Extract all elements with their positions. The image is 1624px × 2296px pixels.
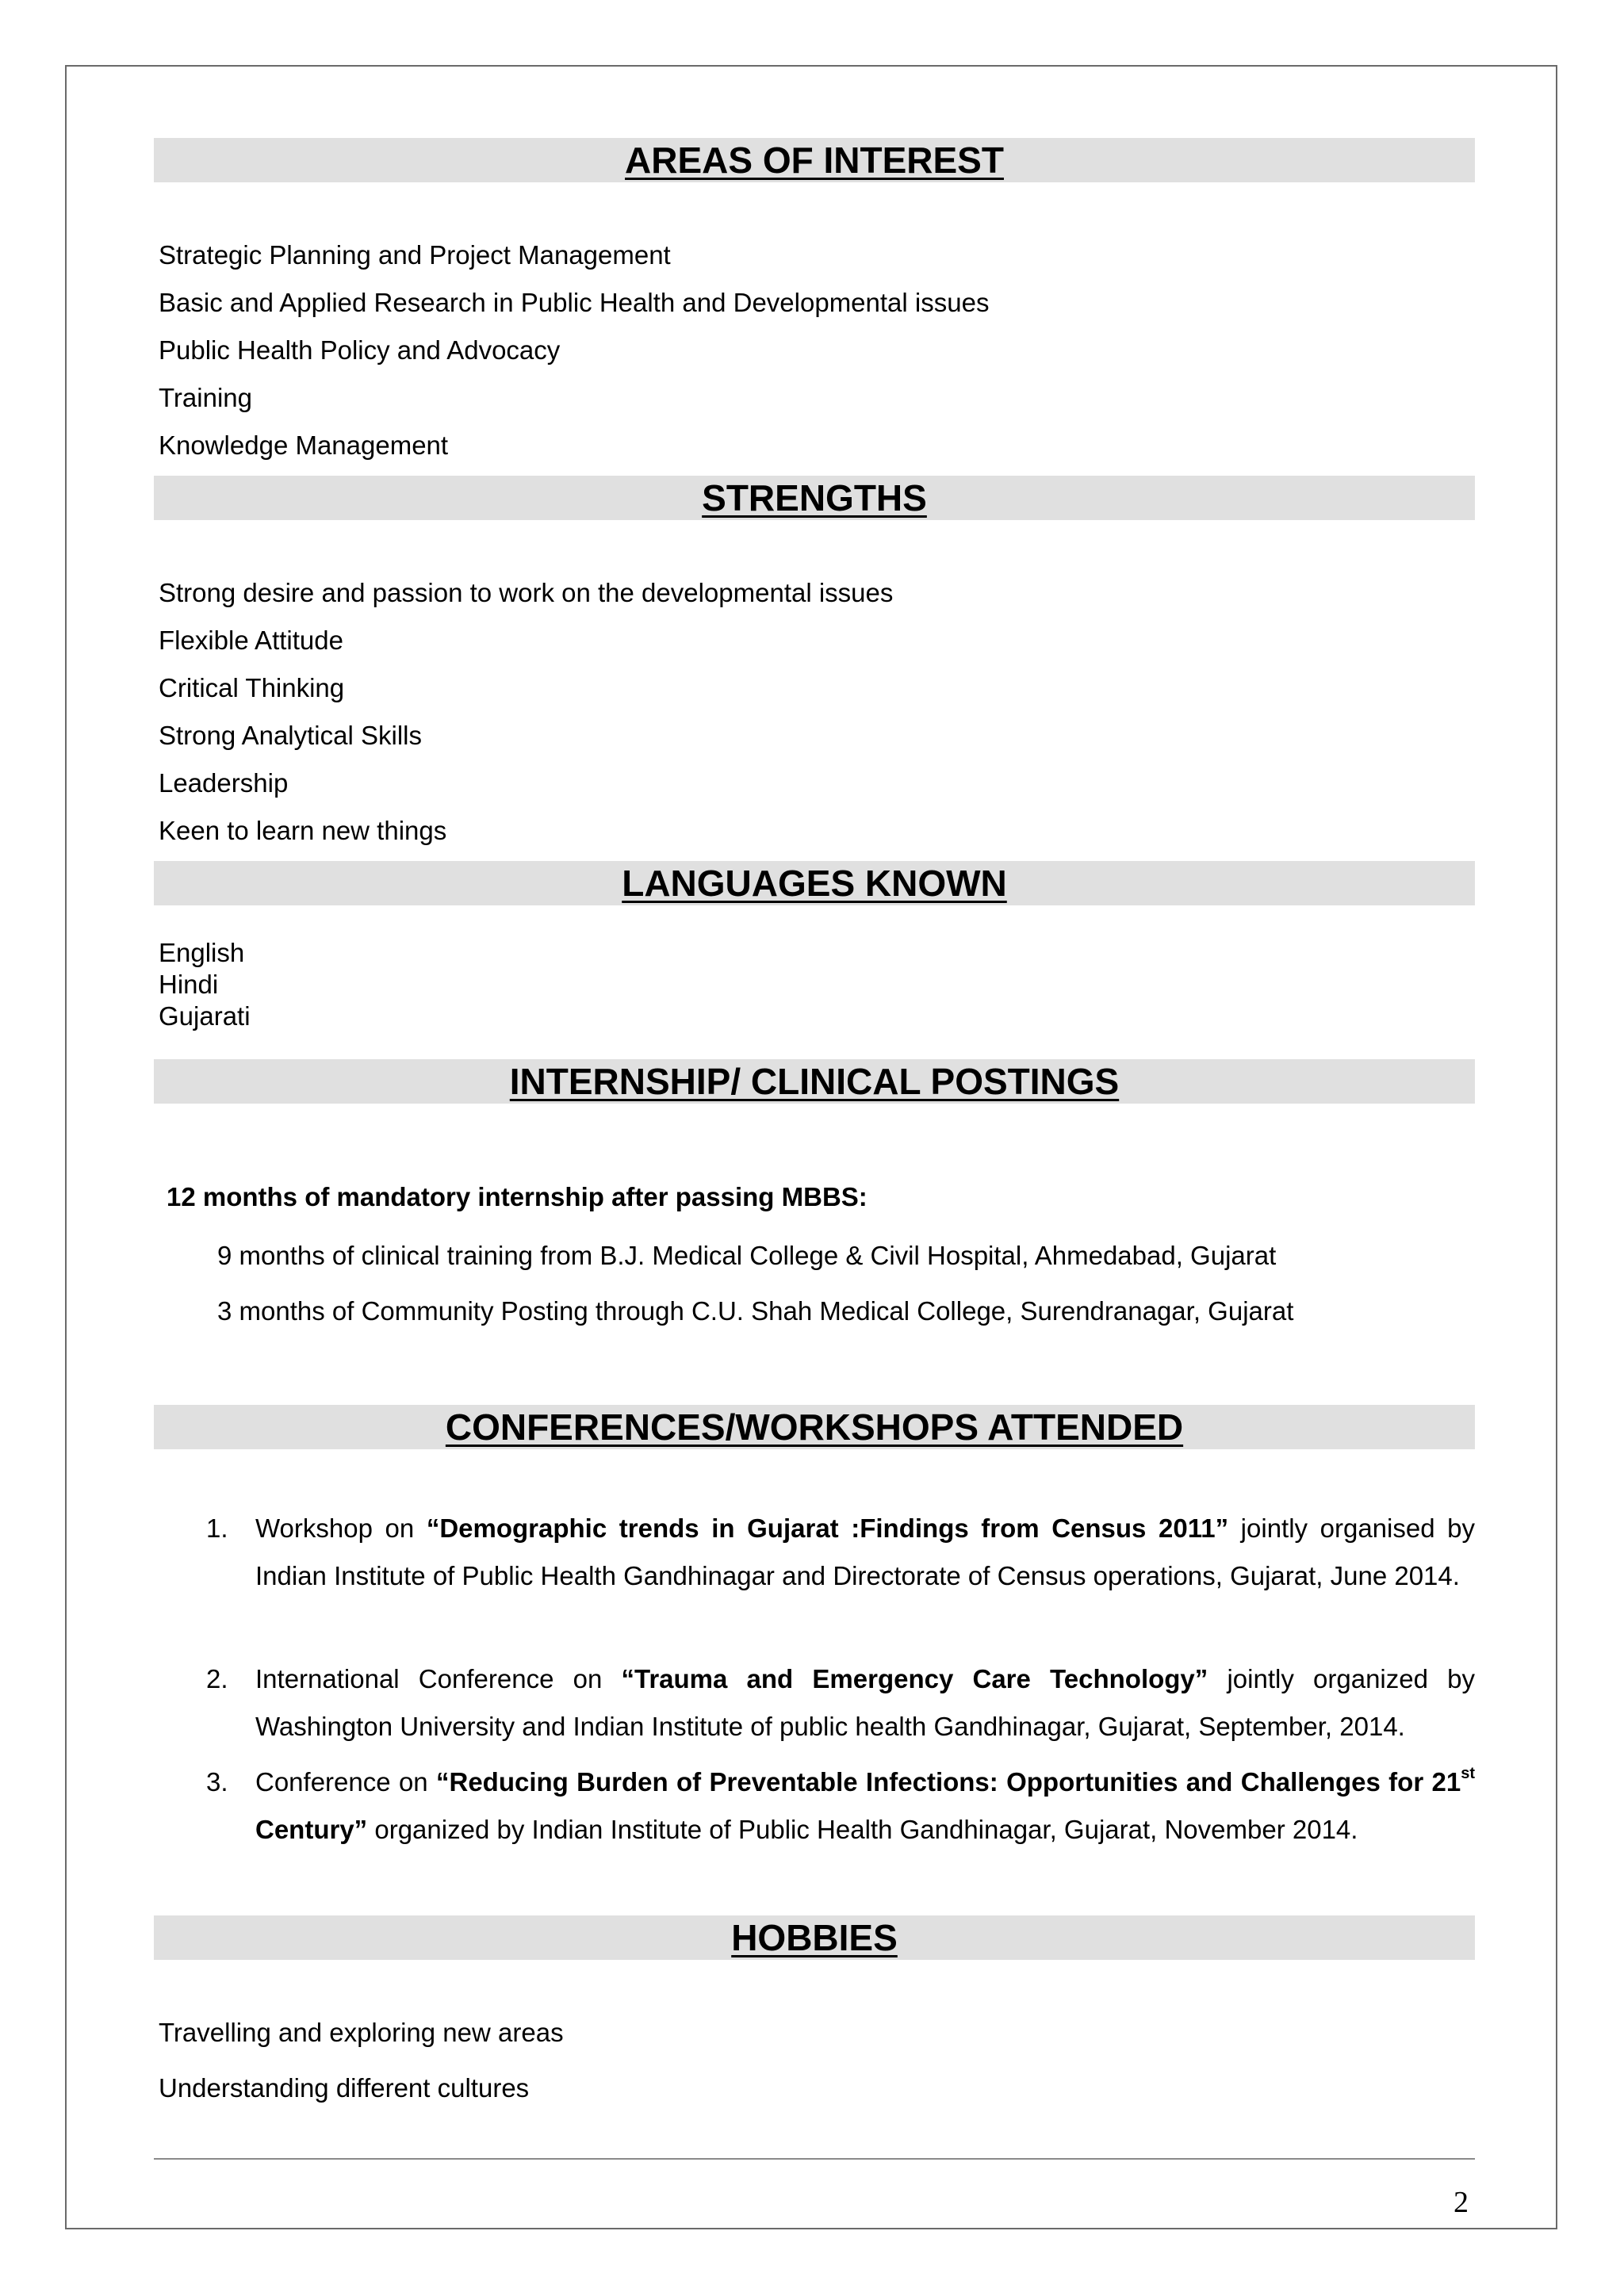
list-item: Training xyxy=(159,383,252,412)
list-number: 1. xyxy=(206,1513,228,1543)
list-item: Public Health Policy and Advocacy xyxy=(159,335,561,365)
internship-subheading: 12 months of mandatory internship after passing MBBS: xyxy=(167,1182,868,1211)
section-heading-areas-of-interest: AREAS OF INTEREST xyxy=(154,138,1475,182)
list-item: Keen to learn new things xyxy=(159,816,447,845)
section-heading-conferences: CONFERENCES/WORKSHOPS ATTENDED xyxy=(154,1405,1475,1449)
page-number: 2 xyxy=(1454,2186,1469,2219)
list-item: Critical Thinking xyxy=(159,673,345,702)
list-item: 3 months of Community Posting through C.U. Shah Medical College, Surendranagar, Gujarat xyxy=(217,1296,1294,1326)
section-heading-languages: LANGUAGES KNOWN xyxy=(154,861,1475,905)
list-item: Travelling and exploring new areas xyxy=(159,2018,564,2047)
list-item: Strong Analytical Skills xyxy=(159,721,422,750)
list-item: Strategic Planning and Project Management xyxy=(159,240,671,270)
list-item: Basic and Applied Research in Public Health and Developmental issues xyxy=(159,288,990,317)
footer-divider xyxy=(154,2158,1475,2160)
list-item: 9 months of clinical training from B.J. Medical College & Civil Hospital, Ahmedabad, Gujarat xyxy=(217,1241,1277,1270)
list-item: Leadership xyxy=(159,768,289,798)
conference-item: International Conference on “Trauma and Emergency Care Technology” jointly organized by Washington University and Indian Institute of public health Gandhinagar, Gujarat, September, 2014. xyxy=(255,1664,1475,1741)
list-item: Knowledge Management xyxy=(159,430,449,460)
conference-item: Workshop on “Demographic trends in Gujarat :Findings from Census 2011” jointly organised by Indian Institute of Public Health Gandhinagar and Directorate of Census operations, Gujarat, June 2014. xyxy=(255,1513,1475,1590)
list-number: 3. xyxy=(206,1767,228,1797)
conference-item: Conference on “Reducing Burden of Preventable Infections: Opportunities and Challenges for 21st Century” organized by Indian Institute of Public Health Gandhinagar, Gujarat, November 2014. xyxy=(255,1765,1475,1844)
list-number: 2. xyxy=(206,1664,228,1693)
section-heading-internship: INTERNSHIP/ CLINICAL POSTINGS xyxy=(154,1059,1475,1104)
list-item: Hindi xyxy=(159,970,219,999)
list-item: Flexible Attitude xyxy=(159,626,343,655)
section-heading-strengths: STRENGTHS xyxy=(154,476,1475,520)
list-item: English xyxy=(159,938,245,967)
page-border xyxy=(65,65,1557,2229)
list-item: Understanding different cultures xyxy=(159,2073,530,2103)
list-item: Gujarati xyxy=(159,1001,251,1031)
section-heading-hobbies: HOBBIES xyxy=(154,1915,1475,1960)
list-item: Strong desire and passion to work on the developmental issues xyxy=(159,578,894,607)
